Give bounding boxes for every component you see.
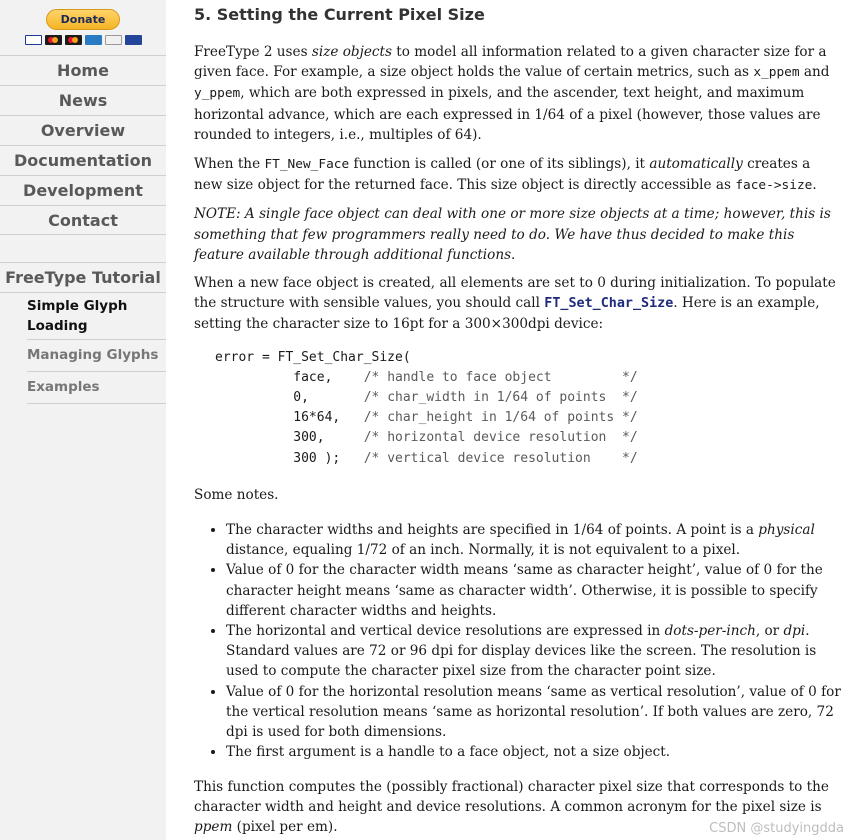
nav-contact[interactable]: Contact (0, 205, 166, 235)
ft-set-char-size-link[interactable]: FT_Set_Char_Size (544, 296, 674, 312)
nav-development[interactable]: Development (0, 175, 166, 205)
nav-documentation[interactable]: Documentation (0, 145, 166, 175)
main-content (194, 0, 842, 837)
notes-intro: Some notes. (194, 486, 279, 503)
tutorial-list (27, 293, 166, 404)
tutorial-item-examples[interactable]: Examples (27, 372, 166, 404)
tutorial-heading[interactable]: FreeType Tutorial (0, 262, 166, 293)
section-heading: 5. Setting the Current Pixel Size (194, 5, 485, 24)
paragraph-pixel-size: This function computes the (possibly fractional) character pixel size that corresponds to the character width and height and device resolutions. A common acronym for the pixel size is ppem (pixel per em). (194, 778, 829, 835)
paragraph-new-face: When the FT_New_Face function is called (or one of its siblings), it automatically creates a new size object for the returned face. This size object is directly accessible as face->size. (194, 156, 817, 194)
list-item: • The horizontal and vertical device resolutions are expressed in dots-per-inch, or dpi. Standard values are 72 or 96 dpi for display devices like the screen. The resolution is used to compute the character pixel size from the character point size. (226, 621, 842, 682)
nav-overview[interactable]: Overview (0, 115, 166, 145)
main-nav (0, 55, 166, 235)
visa-icon (25, 35, 42, 45)
tutorial-item-simple-glyph-loading[interactable]: Simple Glyph Loading (27, 293, 166, 340)
paragraph-size-objects: FreeType 2 uses size objects to model all information related to a given character size for a given face. For example, a size object holds the value of certain metrics, such as x_ppem and y_ppem, which are both expressed in pixels, and the ascender, text height, and maximum horizontal advance, which are each expressed in 1/64 of a pixel (however, those values are rounded to integers, i.e., multiples of 64). (194, 44, 830, 143)
payment-cards (25, 35, 142, 45)
paragraph-note: NOTE: A single face object can deal with one or more size objects at a time; however, this is something that few programmers really need to do. We have thus decided to make this feature available through additional functions. (194, 206, 831, 263)
code-example: error = FT_Set_Char_Size( face, /* handle to face object */ 0, /* char_width in 1/64 of points */ 16*64, /* char_height in 1/64 of points */ 300, /* horizontal device resolution */ 300 ); /* vertical device resolution */ (215, 349, 638, 466)
list-item: • The character widths and heights are specified in 1/64 of points. A point is a physical distance, equaling 1/72 of an inch. Normally, it is not equivalent to a pixel. (226, 520, 842, 560)
mastercard-icon (45, 35, 62, 45)
amex-icon (85, 35, 102, 45)
maestro-icon (65, 35, 82, 45)
donate-button[interactable]: Donate (46, 9, 120, 30)
nav-news[interactable]: News (0, 85, 166, 115)
paragraph-set-char-size: When a new face object is created, all elements are set to 0 during initialization. To populate the structure with sensible values, you should call FT_Set_Char_Size. Here is an example, setting the character size to 16pt for a 300×300dpi device: (194, 275, 836, 333)
donate-area (0, 0, 166, 55)
tutorial-item-managing-glyphs[interactable]: Managing Glyphs (27, 340, 166, 372)
notes-list (194, 520, 842, 762)
watermark: CSDN @studyingdda (709, 821, 844, 836)
sidebar (0, 0, 166, 840)
list-item: • The first argument is a handle to a face object, not a size object. (226, 742, 842, 762)
list-item: • Value of 0 for the horizontal resolution means ‘same as vertical resolution’, value of 0 for the vertical resolution means ‘same as horizontal resolution’. If both values are zero, 72 dpi is used for both dimensions. (226, 682, 842, 743)
list-item: • Value of 0 for the character width means ‘same as character height’, value of 0 for the character height means ‘same as character width’. Otherwise, it is possible to specify different character widths and heights. (226, 560, 842, 621)
discover-icon (105, 35, 122, 45)
nav-home[interactable]: Home (0, 55, 166, 85)
bank-card-icon (125, 35, 142, 45)
